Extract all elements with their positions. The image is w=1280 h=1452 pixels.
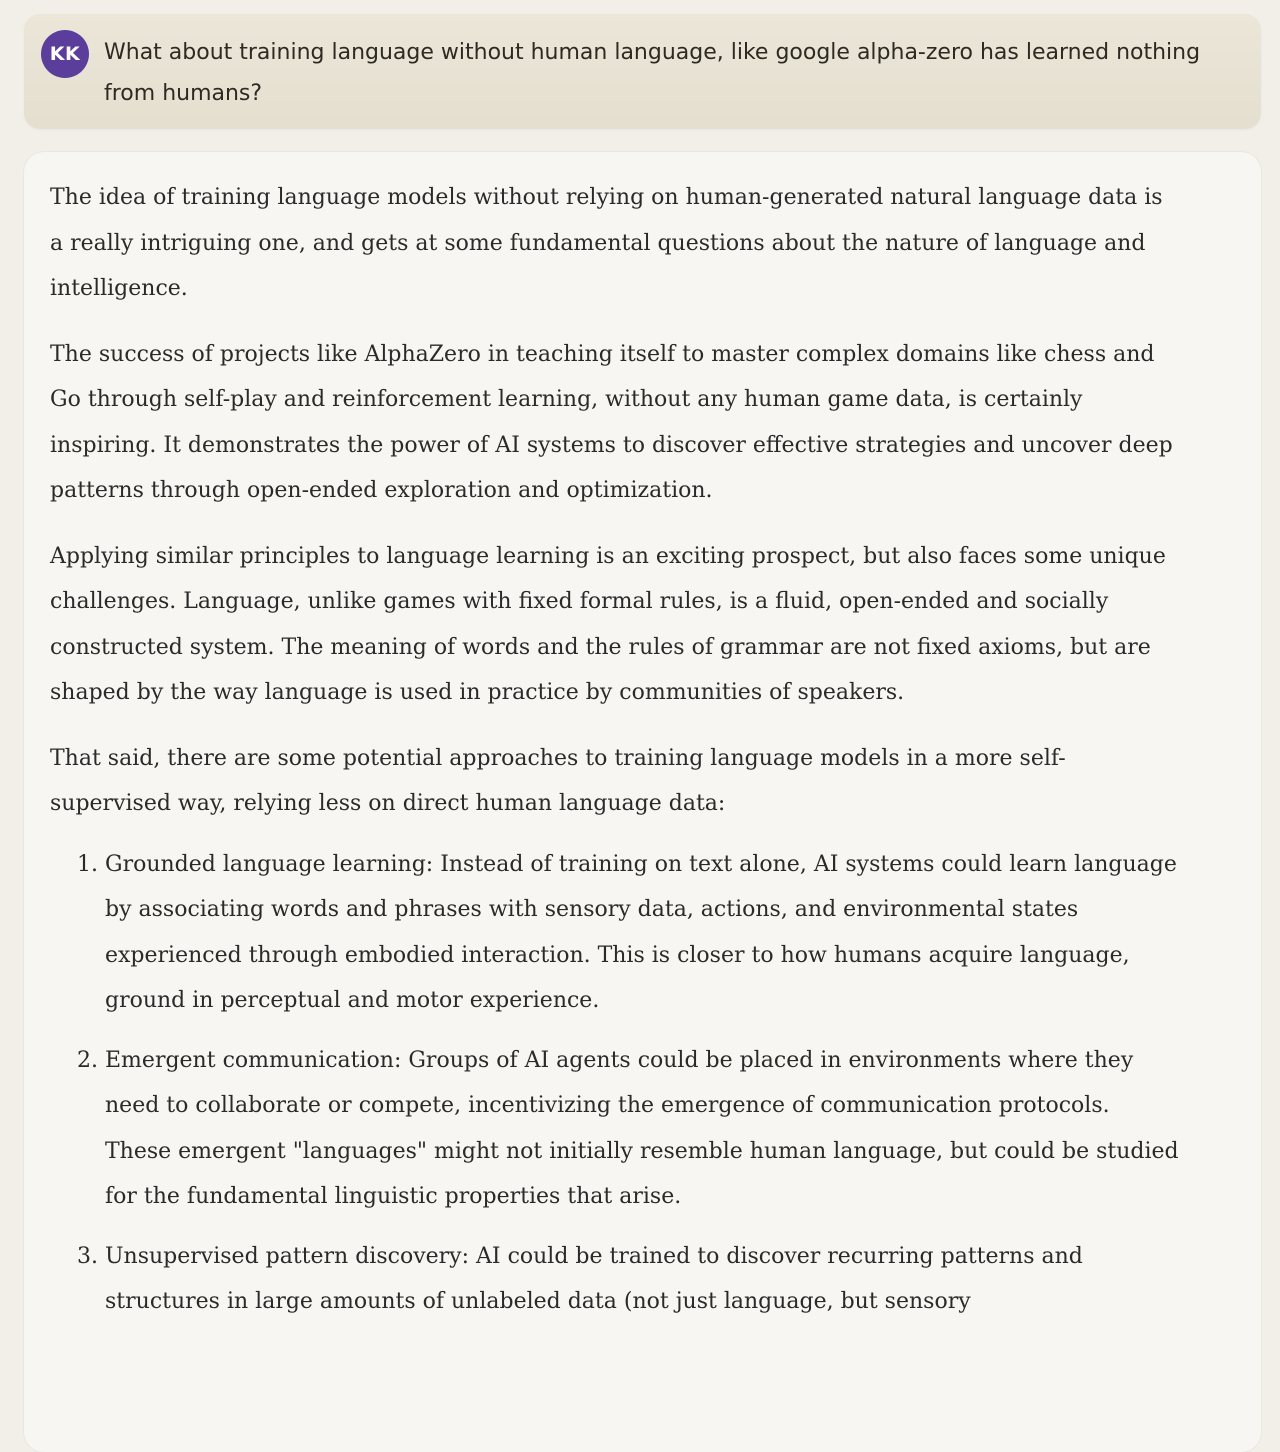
assistant-paragraph: The success of projects like AlphaZero in teaching itself to master complex domains like chess and Go through self-play and reinforcement learning, without any human game data, is certainly inspiring. It demonstrates the power of AI systems to discover effective strategies and uncover deep patterns through open-ended exploration and optimization.: [50, 341, 1173, 503]
approaches-list: [50, 842, 1181, 1325]
user-avatar[interactable]: KK: [41, 30, 89, 78]
user-message-text: What about training language without human language, like google alpha-zero has learned nothing from humans?: [104, 40, 1201, 106]
list-item: 1. Grounded language learning: Instead of training on text alone, AI systems could learn language by associating words and phrases with sensory data, actions, and environmental states experienced through embodied interaction. This is closer to how humans acquire language, ground in perceptual and motor experience.: [105, 842, 1181, 1024]
user-message: [24, 14, 1261, 129]
assistant-paragraph: The idea of training language models without relying on human-generated natural language data is a really intriguing one, and gets at some fundamental questions about the nature of language and intelligence.: [50, 185, 1163, 301]
list-item: 2. Emergent communication: Groups of AI agents could be placed in environments where they need to collaborate or compete, incentivizing the emergence of communication protocols. These emergent "languages" might not initially resemble human language, but could be studied for the fundamental linguistic properties that arise.: [105, 1038, 1181, 1220]
list-item: 3. Unsupervised pattern discovery: AI could be trained to discover recurring patterns and structures in large amounts of unlabeled data (not just language, but sensory: [105, 1234, 1181, 1325]
assistant-paragraph: That said, there are some potential approaches to training language models in a more self-supervised way, relying less on direct human language data:: [50, 745, 1066, 816]
assistant-paragraph: Applying similar principles to language learning is an exciting prospect, but also faces some unique challenges. Language, unlike games with fixed formal rules, is a fluid, open-ended and socially constructed system. The meaning of words and the rules of grammar are not fixed axioms, but are shaped by the way language is used in practice by communities of speakers.: [50, 543, 1166, 705]
assistant-message: [24, 152, 1261, 1452]
